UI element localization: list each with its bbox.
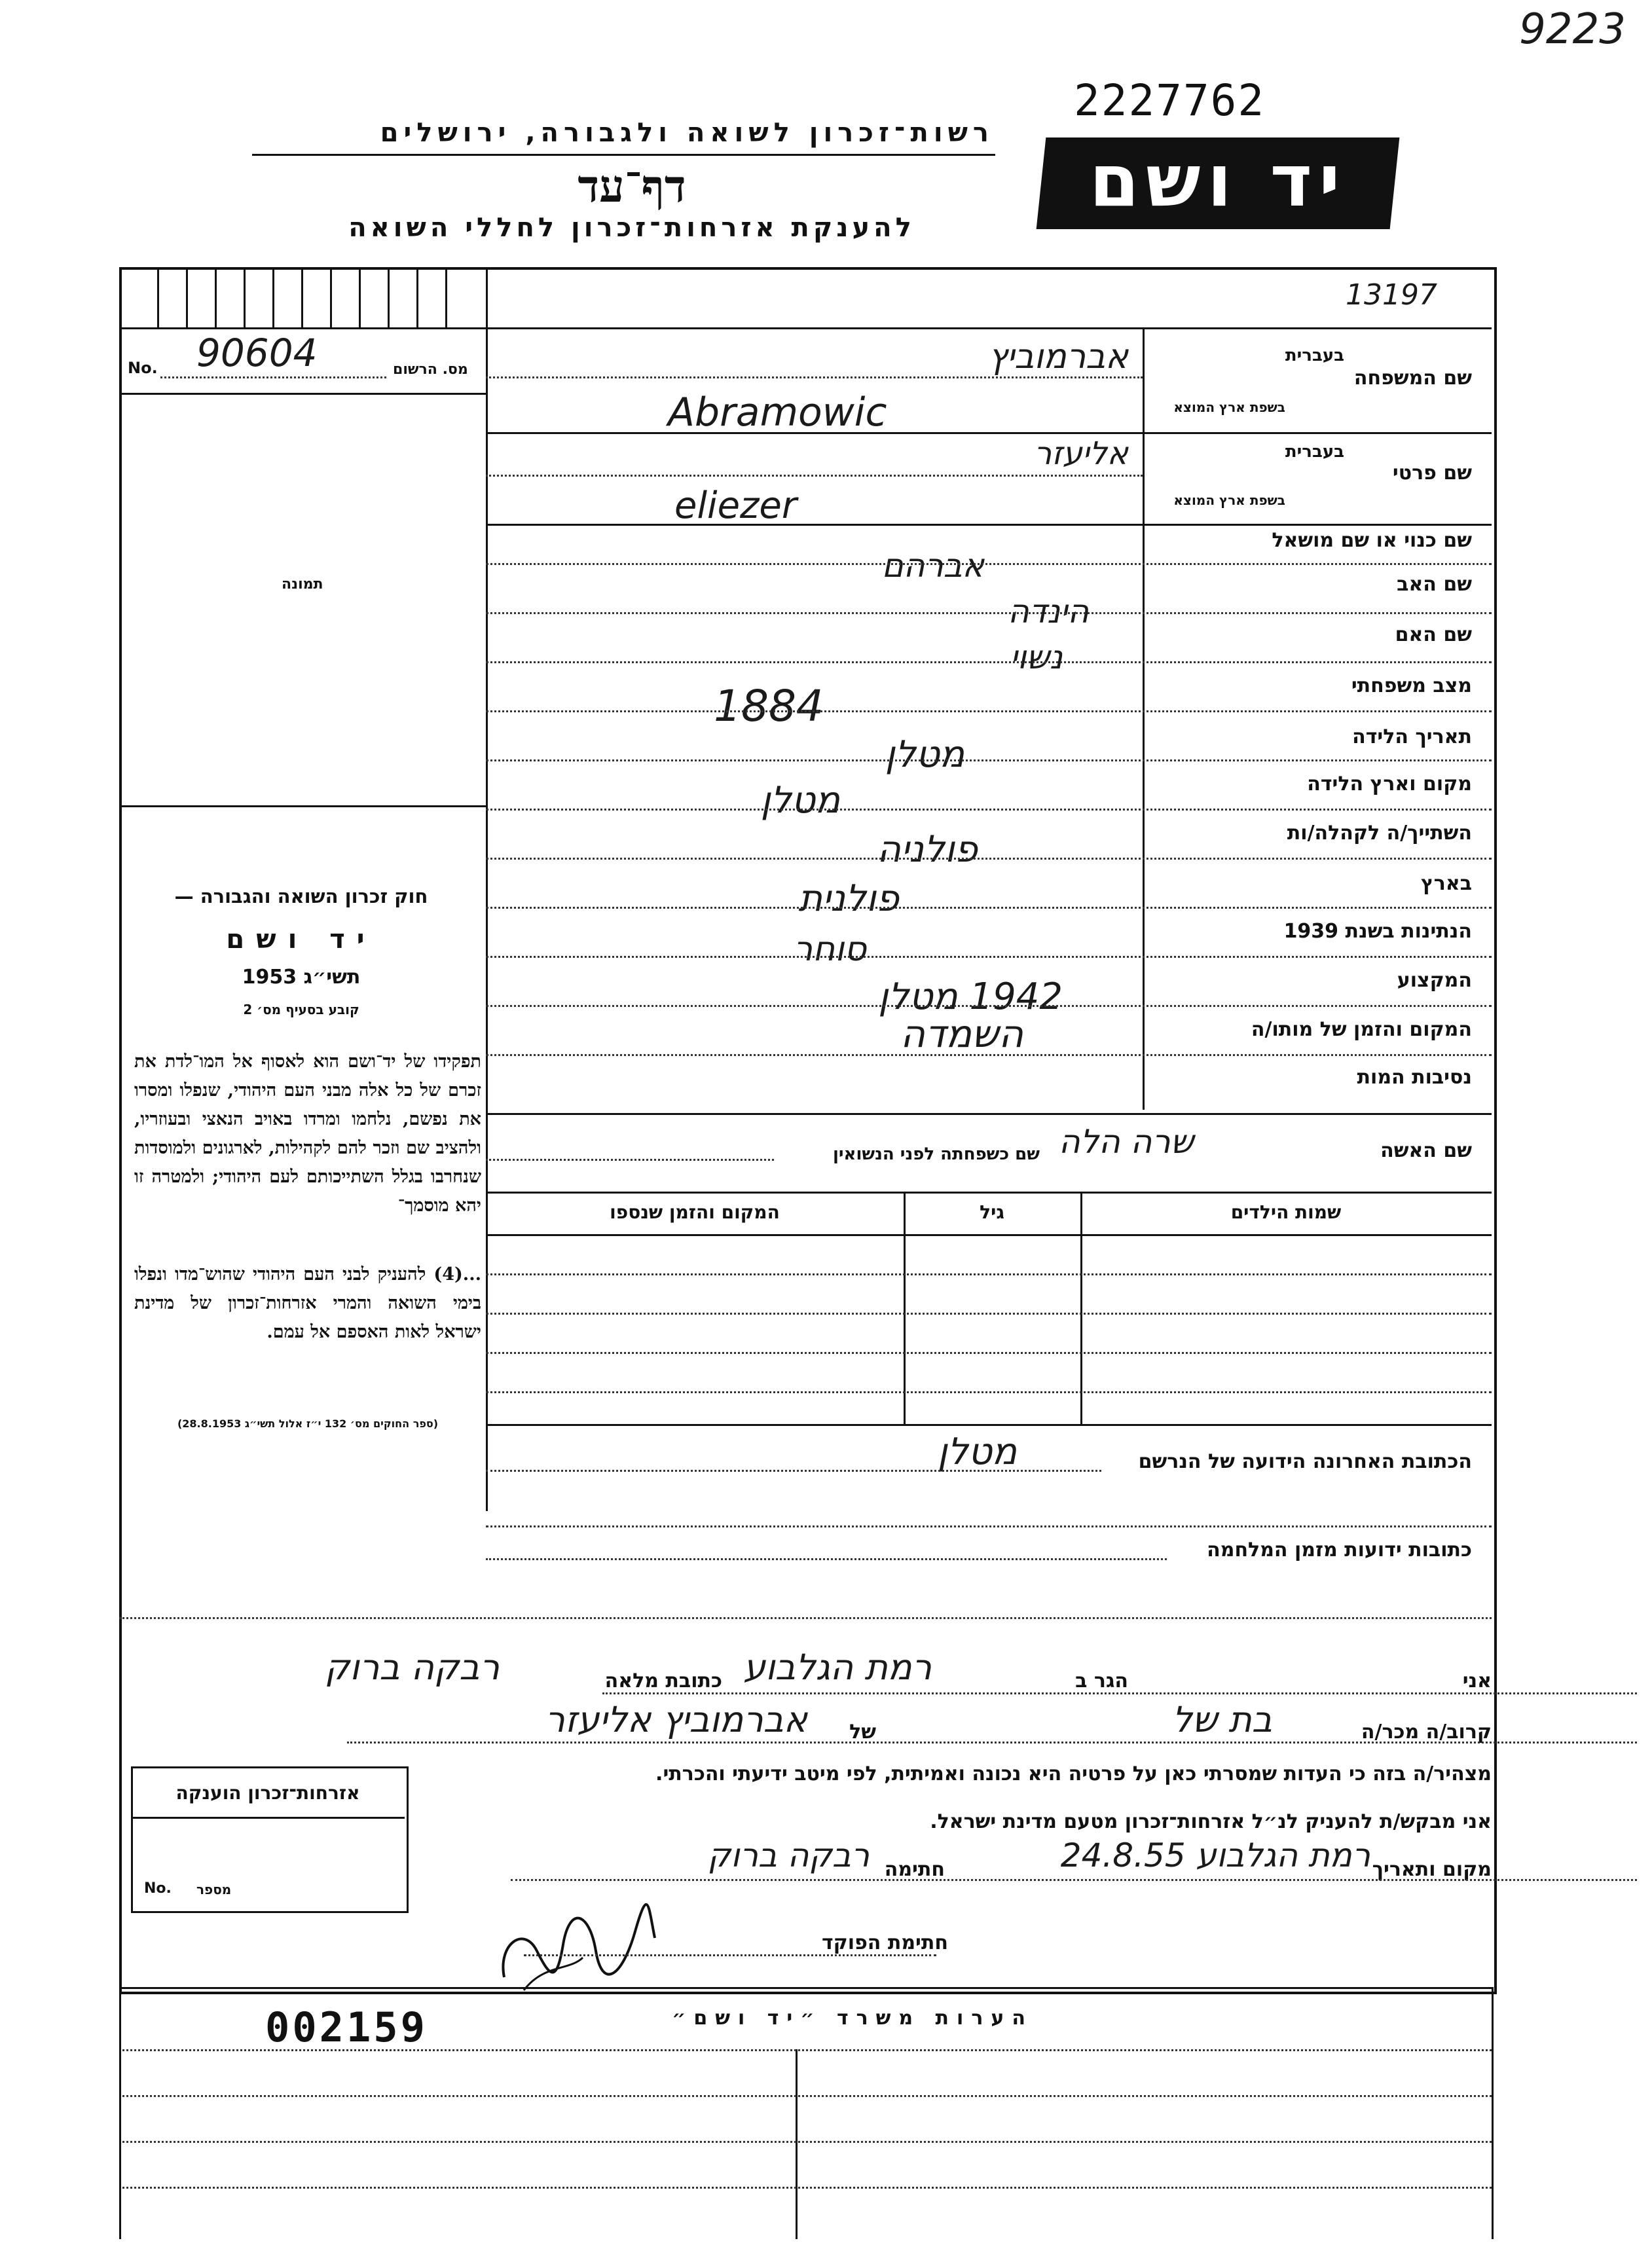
tick-8 — [359, 267, 361, 327]
no-label: No. — [128, 359, 158, 377]
footer-right-edge — [1492, 1987, 1494, 2239]
full-address-label: כתובת מלאה — [604, 1670, 722, 1692]
form-subtitle: להענקת אזרחות־זכרון לחללי השואה — [348, 213, 915, 243]
tick-2 — [186, 267, 188, 327]
family-name-label: שם המשפחה — [1353, 367, 1472, 390]
birthplace-label: מקום וארץ הלידה — [1307, 773, 1472, 795]
footer-row-3 — [119, 2141, 1492, 2143]
signature-value: רבקה ברוק — [707, 1836, 870, 1874]
stamp-number: 13197 — [1346, 278, 1437, 312]
decl-dotted-1 — [602, 1692, 1637, 1694]
family-name-line-1 — [486, 376, 1143, 378]
family-name-origin-sub: בשפת ארץ המוצא — [1173, 399, 1285, 415]
first-name-origin: eliezer — [674, 484, 797, 527]
wartime-address-label: כתובות ידועות מזמן המלחמה — [1207, 1539, 1472, 1561]
nationality-label: הנתינות בשנת 1939 — [1283, 920, 1472, 943]
family-name-origin: Abramowic — [668, 390, 887, 435]
footer-row-4 — [119, 2187, 1492, 2189]
cert-line — [131, 1817, 405, 1819]
row-line-2 — [486, 524, 1492, 526]
children-header-line — [486, 1234, 1492, 1236]
death-circumstances-label: נסיבות המות — [1357, 1066, 1472, 1089]
decl-dotted-3 — [511, 1879, 1637, 1881]
tick-11 — [445, 267, 447, 327]
cert-num-label: מספר — [196, 1882, 232, 1897]
nickname-label: שם כנוי או שם מושאל — [1272, 529, 1472, 552]
cert-title: אזרחות־זכרון הוענקה — [175, 1782, 360, 1804]
tick-1 — [157, 267, 159, 327]
resides-label: הגר ב — [1075, 1670, 1128, 1692]
country-value: פולנית — [798, 877, 899, 920]
photo-box-bottom — [119, 805, 486, 807]
first-name-hebrew-sub: בעברית — [1285, 442, 1344, 462]
row-line-6 — [486, 710, 1492, 712]
footer-top — [119, 1987, 1492, 1989]
birth-date-label: תאריך הלידה — [1352, 725, 1472, 748]
last-address-label: הכתובת האחרונה הידועה של הנרשם — [1138, 1450, 1472, 1473]
row-line-14 — [486, 1113, 1492, 1115]
father-name-label: שם האב — [1397, 573, 1472, 596]
row-line-10 — [486, 907, 1492, 909]
row-line-4 — [486, 612, 1492, 614]
death-place-label: המקום והזמן של מותו/ה — [1251, 1018, 1472, 1041]
place-date-value: רמת הגלבוע 24.8.55 — [1060, 1836, 1370, 1874]
first-name-hebrew: אליעזר — [1034, 435, 1128, 472]
relative-label: קרוב/ה מכר/ה — [1361, 1721, 1492, 1743]
address-dotted-1 — [486, 1470, 1101, 1472]
of-label: של — [849, 1721, 876, 1743]
law-title: חוק זכרון השואה והגבורה — — [174, 885, 428, 907]
children-names-header: שמות הילדים — [1230, 1201, 1342, 1223]
row-line-5 — [486, 661, 1492, 663]
law-paragraph-1: תפקידו של יד־ושם הוא לאסוף אל המו־לדת את זכרם של כל אלה מבני העם היהודי, שנפלו ומסרו את נפשם, נלחמו ומרדו באויב הנאצי ובעוזריו, ולהציב שם וזכר להם לקהילות, לארגונים ולמוסדות שנחרבו בגלל השתייכותם לעם היהודי; ולמטרה זו יהא מוסמך־ — [134, 1051, 481, 1216]
law-clause: קובע בסעיף מס׳ 2 — [243, 1002, 359, 1017]
profession-value: 1942 מטלן — [878, 976, 1063, 1018]
reg-label: מס. הרשום — [393, 361, 468, 378]
birth-date-value: מטלן — [885, 733, 964, 776]
tick-3 — [215, 267, 217, 327]
reg-box-bottom — [119, 393, 486, 395]
row-line-13 — [486, 1054, 1492, 1056]
mother-name-value: נשוי — [1010, 638, 1063, 676]
officer-dotted — [524, 1954, 936, 1956]
wartime-dotted-2 — [119, 1617, 1492, 1619]
children-col-2 — [1080, 1192, 1082, 1424]
last-address-value: מטלן — [937, 1431, 1017, 1473]
row-line-1 — [486, 432, 1492, 434]
children-row-3 — [486, 1352, 1492, 1354]
city-value: רמת הגלבוע — [743, 1647, 932, 1688]
wife-label: שם האשה — [1380, 1139, 1472, 1162]
community-value: פולניה — [877, 828, 978, 871]
signature-label: חתימה — [884, 1858, 945, 1881]
footer-row-2 — [119, 2095, 1492, 2097]
wife-value: שרה הלה — [1059, 1123, 1194, 1161]
nationality-value: סוחר — [793, 930, 866, 969]
relation-value: בת של — [1172, 1699, 1272, 1740]
row-line-7 — [486, 759, 1492, 761]
officer-signature-scribble — [485, 1886, 668, 1997]
reg-dotted — [160, 376, 386, 378]
nickname-value: אברהם — [881, 547, 984, 585]
children-row-1 — [486, 1273, 1492, 1275]
country-label: בארץ — [1420, 872, 1472, 895]
maiden-name-label: שם כשפחתה לפני הנשואין — [832, 1144, 1040, 1164]
logo-text: יד ושם — [1089, 139, 1347, 223]
cert-no-label: No. — [144, 1880, 172, 1897]
law-reference: (ספר החוקים מס׳ 132 י״ז אלול תשי״ג 28.8.1953) — [177, 1417, 439, 1430]
row-line-12 — [486, 1005, 1492, 1007]
row-line-11 — [486, 956, 1492, 958]
law-year: תשי״ג 1953 — [242, 966, 361, 989]
children-bottom — [486, 1424, 1492, 1426]
serial-number: 2227762 — [1074, 75, 1266, 126]
family-name-hebrew: אברמוביץ — [988, 337, 1128, 376]
form-title: דף־עד — [578, 160, 686, 213]
children-row-4 — [486, 1391, 1492, 1393]
mother-name-label: שם האם — [1395, 623, 1472, 646]
birthplace-value: מטלן — [760, 779, 840, 822]
row-line-8 — [486, 809, 1492, 811]
label-column-divider — [1143, 327, 1145, 1110]
wartime-dotted-1 — [486, 1558, 1167, 1560]
marital-status-label: מצב משפחתי — [1351, 674, 1472, 697]
statement-1: מצהיר/ה בזה כי העדות שמסרתי כאן על פרטיה היא נכונה ואמיתית, לפי מיטב ידיעתי והכרתי. — [655, 1762, 1492, 1785]
left-panel-divider — [486, 267, 488, 1511]
marital-status-value: 1884 — [714, 681, 824, 731]
community-label: השתייך/ה לקהלה/ות — [1287, 822, 1472, 845]
declarant-name: רבקה ברוק — [324, 1647, 500, 1688]
first-name-label: שם פרטי — [1392, 462, 1472, 484]
address-dotted-2 — [486, 1525, 1492, 1527]
first-name-line-1 — [486, 475, 1143, 477]
tick-7 — [330, 267, 332, 327]
profession-label: המקצוע — [1397, 969, 1472, 992]
children-death-header: המקום והזמן שנספו — [610, 1201, 780, 1223]
authority-name: רשות־זכרון לשואה ולגבורה, ירושלים — [380, 118, 994, 148]
of-name-value: אברמוביץ אליעזר — [545, 1699, 807, 1740]
law-paragraph-2: ...(4) להעניק לבני העם היהודי שהוש־מדו ונפלו בימי השואה והמרי אזרחות־זכרון של מדינת ישראל לאות האספם אל עמם. — [134, 1264, 481, 1342]
tick-10 — [416, 267, 418, 327]
children-col-1 — [904, 1192, 906, 1424]
law-name: יד ושם — [226, 924, 376, 955]
footer-row-1 — [119, 2049, 1492, 2051]
row-line-9 — [486, 858, 1492, 860]
wife-bottom — [486, 1192, 1492, 1194]
header-row-line — [486, 327, 1492, 329]
first-name-origin-sub: בשפת ארץ המוצא — [1173, 492, 1285, 508]
footer-left-edge — [119, 1987, 121, 2239]
photo-label: תמונה — [282, 576, 323, 593]
decl-dotted-2 — [347, 1742, 1637, 1743]
authority-underline — [252, 154, 995, 156]
children-row-2 — [486, 1313, 1492, 1315]
tick-6 — [301, 267, 303, 327]
children-age-header: גיל — [980, 1201, 1004, 1223]
officer-signature-label: חתימת הפוקד — [822, 1931, 948, 1954]
row-line-3 — [486, 563, 1492, 565]
tick-4 — [244, 267, 246, 327]
tick-5 — [272, 267, 274, 327]
declaration-ani: אני — [1462, 1670, 1492, 1692]
archive-mark: 9223 — [1519, 5, 1626, 54]
death-place-value: השמדה — [900, 1012, 1023, 1056]
tick-9 — [388, 267, 390, 327]
place-date-label: מקום ותאריך — [1372, 1858, 1492, 1881]
statement-2: אני מבקש/ת להעניק לנ״ל אזרחות־זכרון מטעם מדינת ישראל. — [930, 1810, 1492, 1833]
reg-box-line — [119, 327, 486, 329]
family-name-hebrew-sub: בעברית — [1285, 346, 1344, 365]
footer-number: 002159 — [265, 2003, 428, 2051]
father-name-value: הינדה — [1008, 593, 1089, 630]
wife-dotted — [486, 1159, 774, 1161]
office-notes-label: הערות משרד ״יד ושם״ — [672, 2007, 1033, 2030]
reg-number: 90604 — [196, 331, 318, 375]
footer-divider — [796, 2049, 798, 2239]
